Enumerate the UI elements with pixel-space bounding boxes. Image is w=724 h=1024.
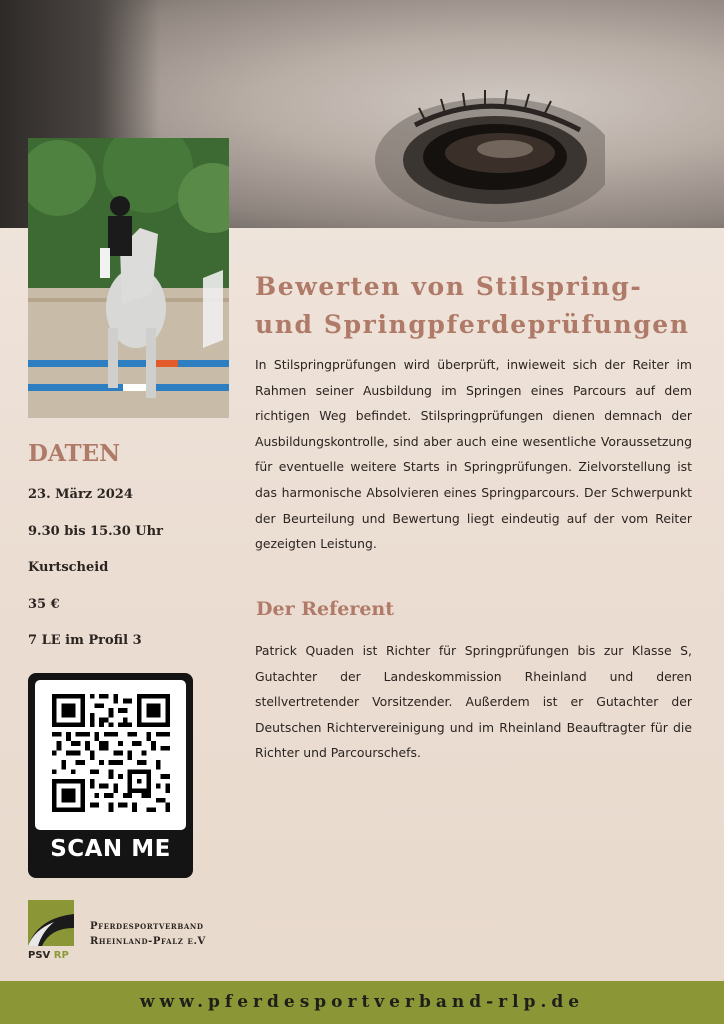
logo-caption xyxy=(28,950,69,961)
logo-psv-text: PSV xyxy=(28,950,51,961)
show-jumping-rider-photo xyxy=(28,138,229,418)
scan-me-label: SCAN ME xyxy=(50,836,171,862)
org-line-1: Pferdesportverband xyxy=(90,921,204,932)
psv-rp-logo-icon xyxy=(28,900,74,946)
intro-paragraph: In Stilspringprüfungen wird überprüft, inwieweit sich der Reiter im Rahmen seiner Ausbildung im Springen eines Parcours auf dem richtigen Weg befindet. Stilspringprüfungen dienen demnach der Ausbildungskontrolle, sind aber auch eine wesentliche Voraussetzung für eventuelle weitere Starts in Springprüfungen. Zielvorstellung ist das harmonische Absolvieren eines Springparcours. Der Schwerpunkt der Beurteilung und Bewertung liegt eindeutig auf der vom Reiter gezeigten Leistung. xyxy=(255,357,692,552)
qr-code-card[interactable] xyxy=(28,673,193,878)
title-line-2: und Springpferdeprüfungen xyxy=(255,310,690,339)
footer-bar xyxy=(0,981,724,1024)
dates-list xyxy=(28,484,163,667)
page-title xyxy=(255,268,695,344)
credits-item: 7 LE im Profil 3 xyxy=(28,633,142,648)
qr-code-icon xyxy=(52,694,170,812)
rider-illustration xyxy=(28,138,229,418)
price-item: 35 € xyxy=(28,596,60,612)
horse-eye-icon xyxy=(355,75,605,225)
date-item: 23. März 2024 xyxy=(28,487,133,502)
title-line-1: Bewerten von Stilspring- xyxy=(255,272,643,301)
org-line-2: Rheinland-Pfalz e.V xyxy=(90,936,206,947)
qr-code-area xyxy=(35,680,186,830)
website-link[interactable]: www.pferdesportverband-rlp.de xyxy=(139,992,585,1012)
logo-rp-text: RP xyxy=(53,950,69,961)
location-item: Kurtscheid xyxy=(28,560,109,575)
organisation-name xyxy=(90,919,206,949)
referent-heading: Der Referent xyxy=(256,598,395,620)
dates-heading: DATEN xyxy=(28,440,121,467)
time-item: 9.30 bis 15.30 Uhr xyxy=(28,523,163,539)
referent-paragraph: Patrick Quaden ist Richter für Springprüfungen bis zur Klasse S, Gutachter der Landeskommission Rheinland und deren stellvertretender Vorsitzender. Außerdem ist er Gutachter der Deutschen Richtervereinigung und im Rheinland Beauftragter für die Richter und Parcourschefs. xyxy=(255,643,692,761)
